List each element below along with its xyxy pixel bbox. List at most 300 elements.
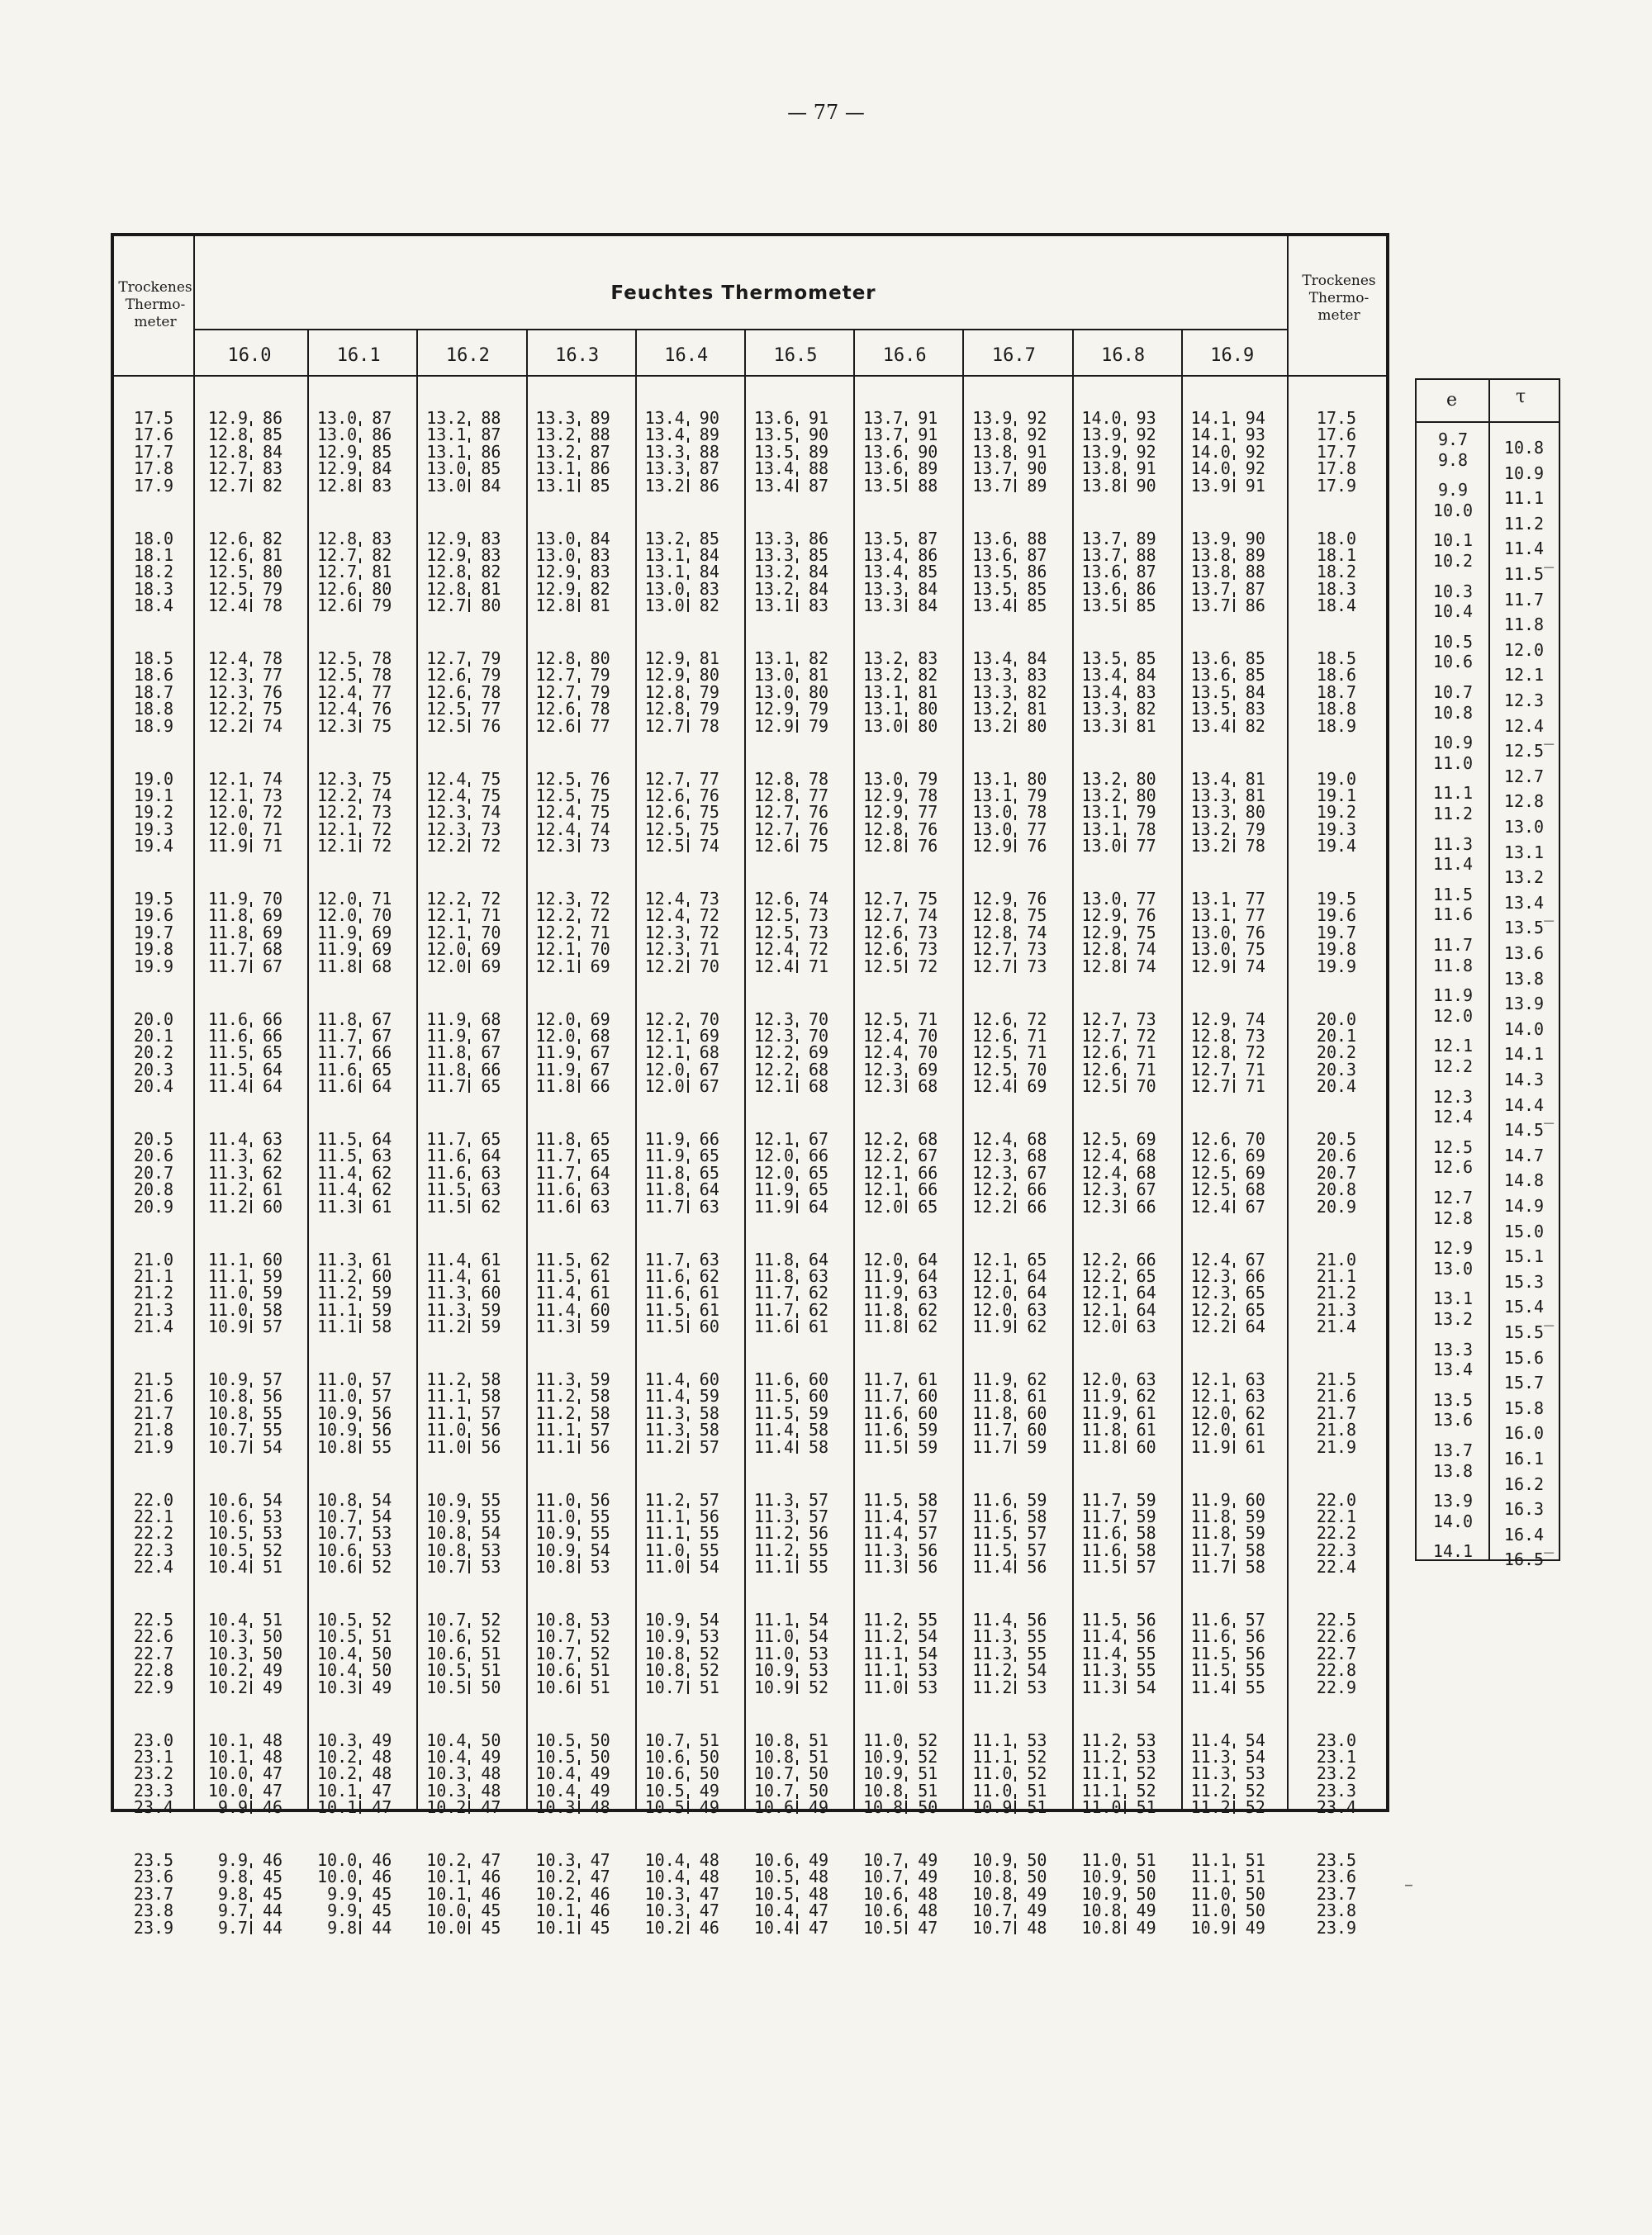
relative-humidity-value: 84 xyxy=(1136,665,1156,686)
vapor-pressure-value: 11.3 xyxy=(1190,1763,1231,1784)
vapor-pressure-value: 13.0 xyxy=(1081,889,1122,909)
cell-separator xyxy=(578,421,580,426)
cell-separator xyxy=(468,1921,470,1934)
table-cell xyxy=(1181,1371,1279,1388)
cell-separator xyxy=(250,1536,252,1541)
table-cell xyxy=(526,1181,624,1198)
side-table-tau-value: 13.9 xyxy=(1503,994,1545,1014)
cell-separator xyxy=(1233,1503,1235,1508)
cell-separator xyxy=(1124,952,1126,957)
relative-humidity-value: 47 xyxy=(372,1780,392,1801)
table-cell xyxy=(635,441,733,462)
side-table-e-value: 11.4 xyxy=(1432,854,1474,875)
table-cell xyxy=(853,700,951,717)
table-cell xyxy=(1181,1732,1279,1749)
vapor-pressure-value: 11.1 xyxy=(1081,1780,1122,1801)
cell-separator xyxy=(359,1880,361,1885)
relative-humidity-value: 81 xyxy=(590,596,610,616)
vapor-pressure-value: 13.1 xyxy=(535,458,576,479)
cell-separator xyxy=(796,558,798,563)
cell-separator xyxy=(1124,695,1126,700)
cell-separator xyxy=(468,1193,470,1198)
vapor-pressure-value: 11.8 xyxy=(1081,1436,1122,1457)
relative-humidity-value: 82 xyxy=(590,578,610,599)
vapor-pressure-value: 12.2 xyxy=(1190,1317,1231,1337)
vapor-pressure-value: 13.0 xyxy=(317,408,358,428)
cell-separator xyxy=(1233,1657,1235,1662)
relative-humidity-value: 84 xyxy=(1245,681,1265,702)
vapor-pressure-value: 11.5 xyxy=(972,1523,1013,1544)
vapor-pressure-value: 11.6 xyxy=(426,1146,467,1166)
cell-separator xyxy=(1233,455,1235,460)
side-table-tau-value: 14.7 xyxy=(1503,1145,1545,1165)
cell-separator xyxy=(468,558,470,563)
cell-separator xyxy=(905,1536,907,1541)
vapor-pressure-value: 12.4 xyxy=(972,1129,1013,1149)
cell-separator xyxy=(905,1023,907,1027)
relative-humidity-value: 75 xyxy=(1136,922,1156,942)
table-cell xyxy=(416,1181,514,1198)
relative-humidity-value: 74 xyxy=(918,905,938,926)
cell-separator xyxy=(359,1142,361,1147)
vapor-pressure-value: 13.0 xyxy=(753,665,794,686)
relative-humidity-value: 67 xyxy=(481,1025,501,1046)
relative-humidity-value: 53 xyxy=(372,1540,392,1560)
vapor-pressure-value: 11.5 xyxy=(863,1489,904,1510)
vapor-pressure-value: 12.4 xyxy=(1081,1146,1122,1166)
vapor-pressure-value: 11.5 xyxy=(1190,1660,1231,1681)
relative-humidity-value: 53 xyxy=(590,1557,610,1578)
cell-separator xyxy=(905,833,907,838)
vapor-pressure-value: 10.2 xyxy=(317,1746,358,1767)
cell-separator xyxy=(250,599,252,612)
relative-humidity-value: 48 xyxy=(590,1797,610,1818)
cell-separator xyxy=(687,1560,689,1573)
vapor-pressure-value: 10.6 xyxy=(644,1746,685,1767)
relative-humidity-value: 63 xyxy=(699,1196,719,1217)
cell-separator xyxy=(1124,839,1126,852)
vapor-pressure-value: 10.7 xyxy=(317,1506,358,1526)
side-table-tau-value: 15.7 xyxy=(1503,1373,1545,1393)
relative-humidity-value: 73 xyxy=(263,785,283,805)
dry-temp-left: 17.8 xyxy=(133,458,174,479)
cell-separator xyxy=(250,1433,252,1438)
table-cell xyxy=(526,905,624,926)
table-cell xyxy=(526,1557,624,1578)
table-cell xyxy=(416,1386,514,1407)
side-table-tau-value: 11.8 xyxy=(1503,615,1545,635)
table-cell xyxy=(744,1131,842,1147)
table-cell xyxy=(526,1198,624,1215)
table-cell xyxy=(1072,1679,1170,1696)
table-cell xyxy=(1072,650,1170,667)
relative-humidity-value: 67 xyxy=(699,1076,719,1097)
relative-humidity-value: 81 xyxy=(809,665,829,686)
table-cell xyxy=(1072,426,1170,443)
table-cell xyxy=(526,441,624,462)
vapor-pressure-value: 12.1 xyxy=(207,768,248,789)
cell-separator xyxy=(578,952,580,957)
dry-temp-left: 19.9 xyxy=(133,956,174,976)
relative-humidity-value: 74 xyxy=(1245,1008,1265,1029)
cell-separator xyxy=(796,1296,798,1301)
table-cell xyxy=(635,1198,733,1215)
dry-temp-left: 19.1 xyxy=(133,785,174,805)
side-table-divider xyxy=(1488,380,1490,1559)
dry-temp-right: 21.1 xyxy=(1316,1265,1357,1286)
vapor-pressure-value: 11.6 xyxy=(972,1506,1013,1526)
table-cell xyxy=(307,1645,405,1662)
relative-humidity-value: 50 xyxy=(1245,1883,1265,1904)
table-cell xyxy=(198,1402,296,1423)
relative-humidity-value: 79 xyxy=(1245,819,1265,839)
cell-separator xyxy=(250,799,252,804)
vapor-pressure-value: 12.5 xyxy=(317,665,358,686)
relative-humidity-value: 81 xyxy=(372,562,392,582)
cell-separator xyxy=(578,1760,580,1765)
dry-temp-left: 20.6 xyxy=(133,1146,174,1166)
side-table-tau-value: 10.9 xyxy=(1503,463,1545,483)
table-cell xyxy=(307,821,405,838)
relative-humidity-value: 63 xyxy=(699,1249,719,1269)
vapor-pressure-value: 11.4 xyxy=(863,1523,904,1544)
cell-separator xyxy=(1124,438,1126,443)
cell-separator xyxy=(905,1320,907,1333)
table-cell xyxy=(1072,1181,1170,1198)
table-cell xyxy=(853,802,951,823)
relative-humidity-value: 78 xyxy=(699,715,719,736)
vapor-pressure-value: 10.2 xyxy=(426,1797,467,1818)
vapor-pressure-value: 12.3 xyxy=(426,819,467,839)
cell-separator xyxy=(1014,472,1016,477)
relative-humidity-value: 64 xyxy=(1027,1265,1047,1286)
table-cell xyxy=(526,939,624,960)
cell-separator xyxy=(578,1159,580,1164)
vapor-pressure-value: 12.7 xyxy=(863,905,904,926)
cell-separator xyxy=(796,1801,798,1814)
relative-humidity-value: 91 xyxy=(1136,458,1156,479)
relative-humidity-value: 57 xyxy=(699,1436,719,1457)
vapor-pressure-value: 13.5 xyxy=(972,578,1013,599)
cell-separator xyxy=(1014,719,1016,733)
vapor-pressure-value: 13.1 xyxy=(426,441,467,462)
table-cell xyxy=(744,1557,842,1578)
vapor-pressure-value: 11.9 xyxy=(317,922,358,942)
cell-separator xyxy=(905,902,907,907)
vapor-pressure-value: 12.0 xyxy=(426,939,467,960)
vapor-pressure-value: 13.1 xyxy=(753,596,794,616)
relative-humidity-value: 62 xyxy=(1027,1369,1047,1389)
table-cell xyxy=(635,1147,733,1164)
relative-humidity-value: 52 xyxy=(372,1557,392,1578)
table-cell xyxy=(526,1883,624,1904)
vapor-pressure-value: 12.9 xyxy=(644,665,685,686)
cell-separator xyxy=(578,1433,580,1438)
cell-separator xyxy=(1014,833,1016,838)
cell-separator xyxy=(1014,678,1016,683)
cell-separator xyxy=(1233,1193,1235,1198)
side-table-e-value: 10.4 xyxy=(1432,601,1474,622)
vapor-pressure-value: 12.3 xyxy=(972,1146,1013,1166)
relative-humidity-value: 64 xyxy=(1027,1283,1047,1303)
table-cell xyxy=(962,1386,1060,1407)
cell-separator xyxy=(359,1639,361,1644)
table-cell xyxy=(198,460,296,477)
table-cell xyxy=(416,578,514,599)
cell-separator xyxy=(578,1039,580,1044)
table-cell xyxy=(1072,1162,1170,1183)
table-cell xyxy=(962,650,1060,667)
cell-separator xyxy=(578,558,580,563)
table-cell xyxy=(1072,1782,1170,1799)
relative-humidity-value: 66 xyxy=(809,1146,829,1166)
side-table-tau-value: 14.4 xyxy=(1503,1094,1545,1115)
cell-separator xyxy=(905,1777,907,1782)
table-cell xyxy=(962,441,1060,462)
cell-separator xyxy=(796,1897,798,1902)
table-cell xyxy=(635,1508,733,1525)
cell-separator xyxy=(796,1320,798,1333)
dry-temp-left: 18.0 xyxy=(133,528,174,548)
cell-separator xyxy=(796,799,798,804)
relative-humidity-value: 48 xyxy=(372,1746,392,1767)
cell-separator xyxy=(1233,1433,1235,1438)
relative-humidity-value: 55 xyxy=(918,1610,938,1630)
table-cell xyxy=(853,441,951,462)
vapor-pressure-value: 11.1 xyxy=(207,1265,248,1286)
table-cell xyxy=(853,1436,951,1457)
table-cell xyxy=(198,1265,296,1286)
cell-separator xyxy=(1124,1623,1126,1628)
vapor-pressure-value: 14.0 xyxy=(1081,408,1122,428)
vapor-pressure-value: 10.1 xyxy=(535,1917,576,1938)
relative-humidity-value: 67 xyxy=(590,1059,610,1080)
relative-humidity-value: 73 xyxy=(809,905,829,926)
table-cell xyxy=(1181,650,1279,667)
cell-separator xyxy=(1124,1536,1126,1541)
relative-humidity-value: 63 xyxy=(481,1179,501,1200)
vapor-pressure-value: 13.7 xyxy=(863,425,904,445)
cell-separator xyxy=(905,1080,907,1093)
table-cell xyxy=(962,1061,1060,1078)
cell-separator xyxy=(1124,1433,1126,1438)
cell-separator xyxy=(687,695,689,700)
relative-humidity-value: 52 xyxy=(1136,1763,1156,1784)
dry-temp-left: 21.7 xyxy=(133,1402,174,1423)
table-cell xyxy=(1181,958,1279,975)
table-cell xyxy=(962,890,1060,907)
table-cell xyxy=(307,1746,405,1767)
table-cell xyxy=(198,1371,296,1388)
table-cell xyxy=(635,1131,733,1147)
cell-separator xyxy=(905,936,907,941)
cell-separator xyxy=(1124,542,1126,547)
side-table-tau-value: 13.5̅ xyxy=(1503,918,1545,938)
vapor-pressure-value: 11.3 xyxy=(863,1540,904,1560)
vapor-pressure-value: 12.1 xyxy=(863,1162,904,1183)
cell-separator xyxy=(796,1639,798,1644)
cell-separator xyxy=(359,575,361,580)
cell-separator xyxy=(468,1073,470,1078)
table-cell xyxy=(526,1542,624,1559)
cell-separator xyxy=(1124,1383,1126,1388)
table-cell xyxy=(1072,1318,1170,1335)
table-cell xyxy=(635,1852,733,1868)
table-cell xyxy=(744,1044,842,1061)
vapor-pressure-value: 10.5 xyxy=(207,1523,248,1544)
table-cell xyxy=(307,530,405,547)
table-cell xyxy=(744,700,842,717)
cell-separator xyxy=(468,1313,470,1318)
vapor-pressure-value: 10.9 xyxy=(317,1420,358,1440)
cell-separator xyxy=(1233,1863,1235,1868)
vapor-pressure-value: 11.8 xyxy=(207,905,248,926)
vapor-pressure-value: 12.7 xyxy=(753,819,794,839)
table-cell xyxy=(198,1061,296,1078)
vapor-pressure-value: 11.5 xyxy=(1190,1643,1231,1663)
cell-separator xyxy=(468,1863,470,1868)
table-cell xyxy=(307,578,405,599)
relative-humidity-value: 69 xyxy=(263,905,283,926)
table-cell xyxy=(635,939,733,960)
cell-separator xyxy=(468,542,470,547)
relative-humidity-value: 56 xyxy=(1245,1626,1265,1647)
table-cell xyxy=(853,1782,951,1799)
relative-humidity-value: 55 xyxy=(263,1402,283,1423)
table-cell xyxy=(635,1076,733,1097)
cell-separator xyxy=(905,1142,907,1147)
vapor-pressure-value: 10.6 xyxy=(753,1797,794,1818)
table-cell xyxy=(1072,1299,1170,1320)
cell-separator xyxy=(578,1744,580,1749)
cell-separator xyxy=(796,479,798,492)
cell-separator xyxy=(578,438,580,443)
cell-separator xyxy=(578,1639,580,1644)
table-cell xyxy=(962,1008,1060,1029)
cell-separator xyxy=(687,1794,689,1799)
vapor-pressure-value: 13.0 xyxy=(863,715,904,736)
cell-separator xyxy=(905,1263,907,1268)
table-cell xyxy=(526,1386,624,1407)
vapor-pressure-value: 12.5 xyxy=(972,1059,1013,1080)
dry-temp-left: 18.9 xyxy=(133,715,174,736)
table-cell xyxy=(307,1919,405,1936)
relative-humidity-value: 63 xyxy=(1245,1386,1265,1407)
vapor-pressure-value: 11.1 xyxy=(1081,1763,1122,1784)
table-cell xyxy=(744,1061,842,1078)
relative-humidity-value: 72 xyxy=(699,922,719,942)
relative-humidity-value: 64 xyxy=(372,1129,392,1149)
table-cell xyxy=(853,939,951,960)
cell-separator xyxy=(359,1296,361,1301)
relative-humidity-value: 48 xyxy=(809,1883,829,1904)
relative-humidity-value: 73 xyxy=(481,819,501,839)
table-cell xyxy=(198,426,296,443)
relative-humidity-value: 70 xyxy=(699,1008,719,1029)
table-cell xyxy=(1072,1765,1170,1782)
vapor-pressure-value: 11.4 xyxy=(644,1386,685,1407)
cell-separator xyxy=(796,1744,798,1749)
table-cell xyxy=(526,715,624,736)
cell-separator xyxy=(796,421,798,426)
cell-separator xyxy=(1014,1744,1016,1749)
cell-separator xyxy=(578,1200,580,1213)
dry-temp-left: 21.4 xyxy=(133,1317,174,1337)
vapor-pressure-value: 11.2 xyxy=(753,1540,794,1560)
vapor-pressure-value: 11.6 xyxy=(753,1369,794,1389)
cell-separator xyxy=(905,1039,907,1044)
cell-separator xyxy=(468,1433,470,1438)
cell-separator xyxy=(250,542,252,547)
cell-separator xyxy=(250,1056,252,1061)
table-cell xyxy=(416,1852,514,1868)
table-cell xyxy=(853,1251,951,1268)
vapor-pressure-value: 10.4 xyxy=(753,1900,794,1921)
relative-humidity-value: 47 xyxy=(263,1763,283,1784)
relative-humidity-value: 73 xyxy=(1245,1025,1265,1046)
cell-separator xyxy=(1124,1023,1126,1027)
table-cell xyxy=(744,460,842,477)
relative-humidity-value: 78 xyxy=(809,768,829,789)
relative-humidity-value: 74 xyxy=(263,768,283,789)
vapor-pressure-value: 12.5 xyxy=(426,699,467,719)
relative-humidity-value: 69 xyxy=(590,1008,610,1029)
vapor-pressure-value: 12.1 xyxy=(972,1249,1013,1269)
vapor-pressure-value: 13.4 xyxy=(753,458,794,479)
table-cell xyxy=(1181,1198,1279,1215)
relative-humidity-value: 46 xyxy=(372,1867,392,1887)
table-cell xyxy=(962,1489,1060,1510)
vapor-pressure-value: 12.5 xyxy=(535,768,576,789)
vapor-pressure-value: 13.1 xyxy=(644,562,685,582)
vapor-pressure-value: 13.6 xyxy=(753,408,794,428)
relative-humidity-value: 49 xyxy=(918,1850,938,1870)
relative-humidity-value: 52 xyxy=(918,1746,938,1767)
relative-humidity-value: 61 xyxy=(699,1299,719,1320)
cell-separator xyxy=(359,1080,361,1093)
table-cell xyxy=(962,1265,1060,1286)
vapor-pressure-value: 13.3 xyxy=(535,408,576,428)
vapor-pressure-value: 12.9 xyxy=(753,699,794,719)
table-cell xyxy=(1072,1044,1170,1061)
cell-separator xyxy=(796,1313,798,1318)
vapor-pressure-value: 10.2 xyxy=(535,1883,576,1904)
vapor-pressure-value: 12.2 xyxy=(1190,1299,1231,1320)
relative-humidity-value: 72 xyxy=(918,956,938,976)
vapor-pressure-value: 12.4 xyxy=(644,889,685,909)
relative-humidity-value: 90 xyxy=(809,425,829,445)
relative-humidity-value: 72 xyxy=(263,802,283,823)
table-cell xyxy=(198,1147,296,1164)
vapor-pressure-value: 12.8 xyxy=(753,785,794,805)
table-cell xyxy=(962,1402,1060,1423)
cell-separator xyxy=(578,960,580,973)
relative-humidity-value: 51 xyxy=(481,1660,501,1681)
table-cell xyxy=(526,1162,624,1183)
vapor-pressure-value: 11.2 xyxy=(535,1402,576,1423)
cell-separator xyxy=(359,719,361,733)
table-cell xyxy=(744,1746,842,1767)
relative-humidity-value: 76 xyxy=(1027,836,1047,857)
cell-separator xyxy=(1124,455,1126,460)
relative-humidity-value: 79 xyxy=(809,699,829,719)
cell-separator xyxy=(1233,1921,1235,1934)
vapor-pressure-value: 12.8 xyxy=(426,562,467,582)
table-cell xyxy=(1072,1797,1170,1818)
relative-humidity-value: 63 xyxy=(590,1196,610,1217)
table-cell xyxy=(526,1508,624,1525)
table-cell xyxy=(1181,1660,1279,1681)
